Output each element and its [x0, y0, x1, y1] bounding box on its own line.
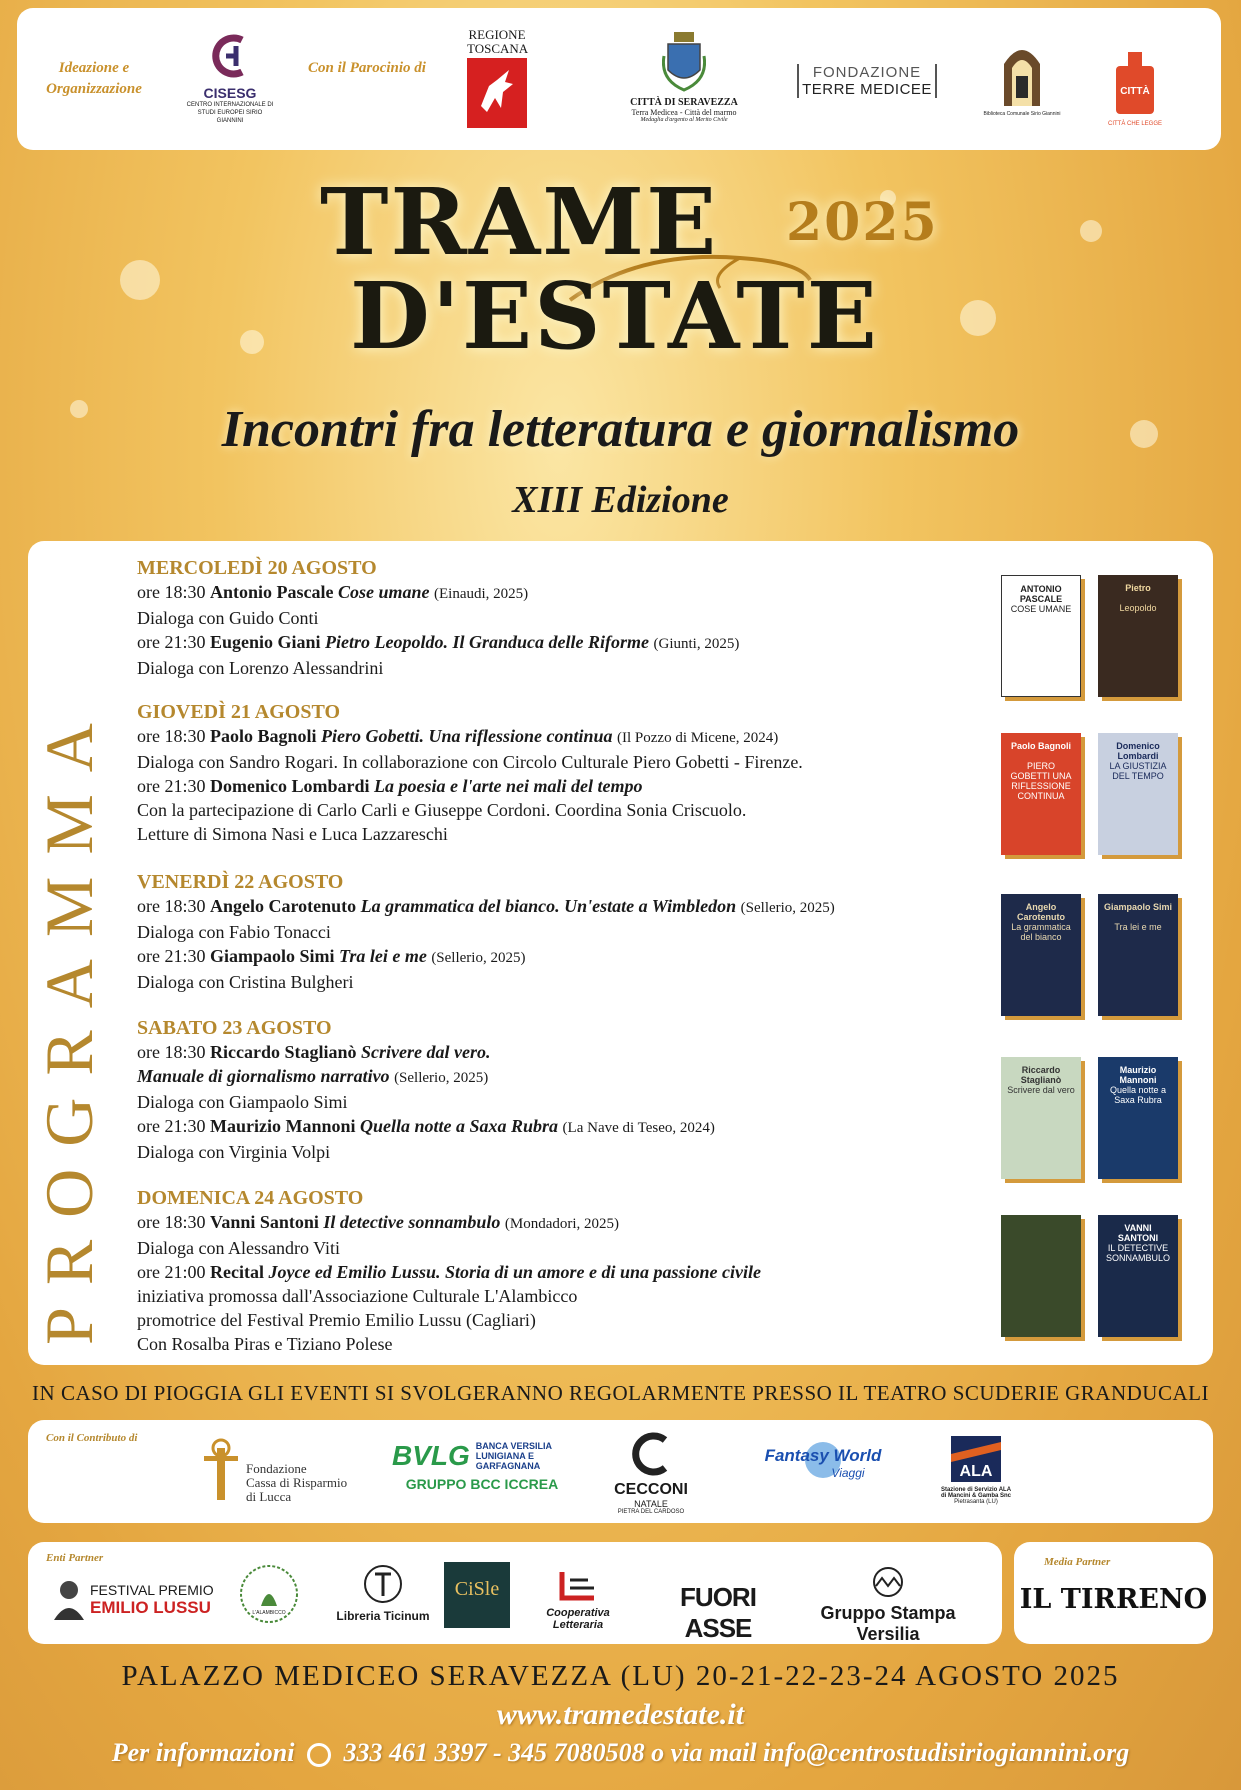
book-title: Joyce ed Emilio Lussu. Storia di un amore e di una passione civile — [268, 1262, 761, 1282]
book-title: Pietro Leopoldo. Il Granduca delle Riforme — [325, 632, 649, 652]
crl-line-3: di Lucca — [246, 1489, 292, 1504]
event-line: promotrice del Festival Premio Emilio Lussu (Cagliari) — [137, 1310, 536, 1330]
cecconi-icon — [631, 1432, 671, 1476]
main-title-line-2: D'ESTATE — [350, 262, 879, 370]
book-cover-title: Quella notte a Saxa Rubra — [1109, 1085, 1167, 1105]
book-cover — [1001, 733, 1081, 855]
book-cover-author: Paolo Bagnoli — [1010, 741, 1071, 751]
fantasy-world-viaggi: Viaggi — [831, 1466, 865, 1480]
partner-fuori-asse — [648, 1582, 788, 1644]
event-line — [137, 580, 937, 606]
cisesg-icon — [202, 32, 258, 80]
crl-line-1: Fondazione — [246, 1461, 307, 1476]
book-title: Manuale di giornalismo narrativo — [137, 1066, 390, 1086]
crl-tower-icon — [200, 1438, 242, 1502]
event-line — [137, 1114, 937, 1140]
partners-label: Enti Partner — [46, 1552, 104, 1564]
cecconi-tagline: PIETRA DEL CARDOSO — [617, 1509, 685, 1515]
book-cover-title: LA GIUSTIZIA DEL TEMPO — [1109, 761, 1167, 781]
event-time: ore 18:30 — [137, 582, 206, 602]
event-line: Dialoga con Guido Conti — [137, 608, 319, 628]
sponsor-ala — [926, 1436, 1026, 1505]
book-cover-author: Riccardo Staglianò — [1020, 1065, 1062, 1085]
ticinum-label: Libreria Ticinum — [336, 1609, 430, 1623]
event-line — [137, 1040, 937, 1064]
seravezza-subtitle-2: Medaglia d'argento al Merito Civile — [640, 117, 728, 123]
partner-alambicco — [236, 1562, 302, 1631]
event-time: ore 21:30 — [137, 946, 206, 966]
sparkle — [1080, 220, 1102, 242]
book-title: Tra lei e me — [339, 946, 427, 966]
event-line — [137, 724, 937, 750]
book-title: Il detective sonnambulo — [323, 1212, 501, 1232]
fondazione-terre-medicee-logo — [797, 64, 937, 98]
book-cover-author: VANNI SANTONI — [1117, 1223, 1159, 1243]
cisesg-name: CISESG — [203, 85, 257, 101]
event-time: ore 21:30 — [137, 632, 206, 652]
contact-details[interactable]: 333 461 3397 - 345 7080508 o via mail info@centrostudisiriogiannini.org — [343, 1738, 1130, 1767]
author-name: Angelo Carotenuto — [209, 896, 357, 916]
pegasus-flag-icon — [467, 56, 527, 130]
whatsapp-icon — [307, 1743, 331, 1767]
partner-festival-lussu — [54, 1578, 214, 1620]
ala-line-3: Pietrasanta (LU) — [954, 1499, 998, 1505]
event-line: Dialoga con Virginia Volpi — [137, 1142, 331, 1162]
info-label: Per informazioni — [111, 1738, 295, 1767]
venue-dates: PALAZZO MEDICEO SERAVEZZA (LU) 20-21-22-23-24 AGOSTO 2025 — [121, 1660, 1120, 1692]
book-cover-author: Giampaolo Simi — [1104, 902, 1173, 912]
regione-toscana-logo — [457, 28, 537, 135]
book-title: La poesia e l'arte nei mali del tempo — [373, 776, 643, 796]
book-cover-title: IL DETECTIVE SONNAMBULO — [1105, 1243, 1170, 1263]
cisle-label: CiSle — [454, 1578, 500, 1600]
book-title: Piero Gobetti. Una riflessione continua — [321, 726, 613, 746]
regione-toscana-name: REGIONE TOSCANA — [467, 27, 529, 56]
sponsor-bvlg — [392, 1440, 572, 1492]
day-title: GIOVEDÌ 21 AGOSTO — [137, 701, 341, 723]
program-day — [137, 1016, 937, 1164]
author-name: Eugenio Giani — [209, 632, 321, 652]
svg-text:ALA: ALA — [959, 1463, 993, 1480]
bvlg-group: GRUPPO BCC ICCREA — [405, 1476, 559, 1492]
event-line: Dialoga con Alessandro Viti — [137, 1238, 341, 1258]
program-day — [137, 700, 937, 846]
publisher-info: (Sellerio, 2025) — [740, 900, 835, 916]
seravezza-name: CITTÀ DI SERAVEZZA — [630, 97, 738, 108]
publisher-info: (Einaudi, 2025) — [434, 586, 529, 602]
bvlg-mark: BVLG — [392, 1440, 470, 1471]
media-partner-label: Media Partner — [1044, 1556, 1111, 1568]
sponsor-cecconi — [606, 1432, 696, 1515]
book-title: Scrivere dal vero. — [360, 1042, 491, 1062]
author-name: Antonio Pascale — [209, 582, 334, 602]
event-line: Con Rosalba Piras e Tiziano Polese — [137, 1334, 393, 1354]
event-line — [137, 1064, 937, 1090]
citta-che-legge-icon — [1112, 52, 1158, 116]
svg-text:CITTÀ: CITTÀ — [1120, 86, 1150, 97]
partner-gruppo-stampa — [798, 1566, 978, 1645]
book-cover — [1001, 894, 1081, 1016]
sponsor-label: Con il Contributo di — [46, 1432, 138, 1444]
event-line — [137, 630, 937, 656]
book-cover-title: Leopoldo — [1119, 603, 1157, 613]
book-cover — [1098, 575, 1178, 697]
bvlg-bank-name: BANCA VERSILIA LUNIGIANA E GARFAGNANA — [475, 1441, 552, 1471]
event-line: Letture di Simona Nasi e Luca Lazzareschi — [137, 824, 448, 844]
book-cover-title: Scrivere dal vero — [1007, 1085, 1075, 1095]
publisher-info: (Il Pozzo di Micene, 2024) — [617, 730, 779, 746]
event-line — [137, 1260, 937, 1284]
event-line — [137, 894, 937, 920]
event-line: iniziativa promossa dall'Associazione Culturale L'Alambicco — [137, 1286, 578, 1306]
ala-icon — [951, 1436, 1001, 1482]
event-line: Dialoga con Cristina Bulgheri — [137, 972, 354, 992]
media-partner-panel — [1014, 1542, 1213, 1644]
sparkle — [120, 260, 160, 300]
crl-line-2: Cassa di Risparmio — [246, 1475, 348, 1490]
program-day — [137, 1186, 937, 1356]
sparkle — [960, 300, 996, 336]
website-link[interactable]: www.tramedestate.it — [496, 1698, 745, 1731]
book-title: Cose umane — [337, 582, 430, 602]
event-line — [137, 1210, 937, 1236]
publisher-info: (Mondadori, 2025) — [504, 1216, 620, 1232]
fuori-asse-label: FUORI ASSE — [680, 1582, 756, 1643]
rain-notice: IN CASO DI PIOGGIA GLI EVENTI SI SVOLGERANNO REGOLARMENTE PRESSO IL TEATRO SCUDERIE GRANDUCALI — [32, 1381, 1209, 1405]
book-cover — [1001, 575, 1081, 697]
book-cover — [1098, 894, 1178, 1016]
event-line: Dialoga con Fabio Tonacci — [137, 922, 331, 942]
day-title: MERCOLEDÌ 20 AGOSTO — [137, 557, 377, 579]
book-cover-title: PIERO GOBETTI UNA RIFLESSIONE CONTINUA — [1010, 761, 1072, 801]
author-name: Giampaolo Simi — [209, 946, 335, 966]
seravezza-subtitle: Terra Medicea - Città del marmo — [631, 108, 737, 117]
book-cover-title: La grammatica del bianco — [1011, 922, 1071, 942]
author-name: Recital — [209, 1262, 264, 1282]
book-cover-author: Pietro — [1125, 583, 1151, 593]
biblioteca-logo — [977, 42, 1067, 117]
author-name: Paolo Bagnoli — [209, 726, 317, 746]
book-title: Quella notte a Saxa Rubra — [360, 1116, 559, 1136]
book-cover — [1001, 1215, 1081, 1337]
book-cover — [1098, 733, 1178, 855]
ticinum-icon — [363, 1564, 403, 1604]
publisher-info: (Sellerio, 2025) — [431, 950, 526, 966]
author-name: Domenico Lombardi — [209, 776, 370, 796]
cecconi-name: CECCONI — [614, 1481, 688, 1498]
fantasy-world-name: Fantasy World — [764, 1446, 882, 1465]
event-time: ore 21:00 — [137, 1262, 210, 1282]
book-title: La grammatica del bianco. Un'estate a Wimbledon — [360, 896, 737, 916]
main-title-line-1: TRAME — [320, 168, 719, 276]
publisher-info: (Sellerio, 2025) — [394, 1070, 489, 1086]
contact-info — [0, 1738, 1241, 1768]
cisesg-logo — [185, 32, 275, 125]
ideazione-label: Ideazione e Organizzazione — [46, 60, 142, 97]
event-line: Dialoga con Sandro Rogari. In collaborazione con Circolo Culturale Piero Gobetti - Firenze. — [137, 752, 803, 772]
cisesg-subtitle: CENTRO INTERNAZIONALE DI STUDI EUROPEI SIRIO GIANNINI — [186, 102, 274, 124]
event-line: Dialoga con Lorenzo Alessandrini — [137, 658, 384, 678]
partners-panel — [28, 1542, 1002, 1644]
il-tirreno-logo: IL TIRRENO — [1019, 1584, 1208, 1615]
book-cover-author: ANTONIO PASCALE — [1019, 584, 1063, 604]
partner-cooperativa-letteraria — [528, 1568, 628, 1631]
festival-premio-label: FESTIVAL PREMIO — [90, 1582, 214, 1598]
programma-vertical-label: PROGRAMMA — [31, 701, 107, 1345]
author-name: Vanni Santoni — [209, 1212, 319, 1232]
book-cover-author: Angelo Carotenuto — [1017, 902, 1065, 922]
edition-label: XIII Edizione — [512, 479, 729, 521]
subtitle: Incontri fra letteratura e giornalismo — [221, 401, 1020, 458]
header-logos-panel — [17, 8, 1221, 150]
program-day — [137, 870, 937, 994]
book-cover-author: Maurizio Mannoni — [1119, 1065, 1157, 1085]
program-day — [137, 556, 937, 680]
event-time: ore 18:30 — [137, 896, 206, 916]
sponsor-fondazione-crl — [200, 1438, 370, 1504]
city-crest-icon — [662, 30, 706, 92]
publisher-info: (Giunti, 2025) — [653, 636, 740, 652]
day-title: DOMENICA 24 AGOSTO — [137, 1187, 364, 1209]
ala-line-2: di Mancini & Gamba Snc — [940, 1493, 1011, 1499]
event-time: ore 21:30 — [137, 1116, 206, 1136]
emilio-lussu-label: EMILIO LUSSU — [90, 1598, 211, 1617]
gruppo-stampa-label: Gruppo Stampa Versilia — [820, 1603, 956, 1644]
terre-medicee-label: TERRE MEDICEE — [802, 81, 932, 98]
book-cover — [1098, 1057, 1178, 1179]
event-time: ore 18:30 — [137, 1212, 206, 1232]
event-line: Dialoga con Giampaolo Simi — [137, 1092, 348, 1112]
fondazione-label: FONDAZIONE — [812, 64, 922, 81]
book-cover — [1098, 1215, 1178, 1337]
citta-che-legge-label: CITTÀ CHE LEGGE — [1107, 121, 1162, 127]
partner-libreria-ticinum — [328, 1564, 438, 1623]
sparkle — [240, 330, 264, 354]
event-time: ore 18:30 — [137, 1042, 206, 1062]
citta-che-legge-logo — [1107, 52, 1163, 127]
book-cover-author: Domenico Lombardi — [1116, 741, 1160, 761]
day-title: SABATO 23 AGOSTO — [137, 1017, 332, 1039]
alambicco-icon — [239, 1562, 299, 1626]
event-time: ore 21:30 — [137, 776, 206, 796]
publisher-info: (La Nave di Teseo, 2024) — [562, 1120, 715, 1136]
biblioteca-name: Biblioteca Comunale Sirio Giannini — [983, 111, 1061, 117]
alambicco-label: L'ALAMBICCO — [252, 1610, 286, 1616]
portrait-icon — [54, 1578, 84, 1620]
seravezza-logo — [629, 30, 739, 123]
gruppo-stampa-icon — [870, 1566, 906, 1598]
book-cover-title: COSE UMANE — [1010, 604, 1072, 614]
book-cover — [1001, 1057, 1081, 1179]
cooperativa-icon — [558, 1568, 598, 1602]
author-name: Riccardo Staglianò — [209, 1042, 357, 1062]
event-time: ore 18:30 — [137, 726, 206, 746]
partner-cisle — [444, 1562, 510, 1628]
event-line — [137, 944, 937, 970]
event-line: Con la partecipazione di Carlo Carli e Giuseppe Cordoni. Coordina Sonia Criscuolo. — [137, 800, 747, 820]
edition-year: 2025 — [786, 192, 939, 253]
sponsor-fantasy-world — [758, 1446, 888, 1480]
book-cover-title: Tra lei e me — [1114, 922, 1162, 932]
author-name: Maurizio Mannoni — [209, 1116, 356, 1136]
sponsor-panel — [28, 1420, 1213, 1523]
ala-line-1: Stazione di Servizio ALA — [940, 1487, 1012, 1493]
library-arch-icon — [1000, 42, 1044, 106]
cecconi-natale: NATALE — [634, 1499, 668, 1509]
day-title: VENERDÌ 22 AGOSTO — [137, 871, 344, 893]
cooperativa-label: Cooperativa Letteraria — [546, 1607, 610, 1631]
event-line — [137, 774, 937, 798]
patrocinio-label: Con il Parocinio di — [308, 60, 426, 76]
